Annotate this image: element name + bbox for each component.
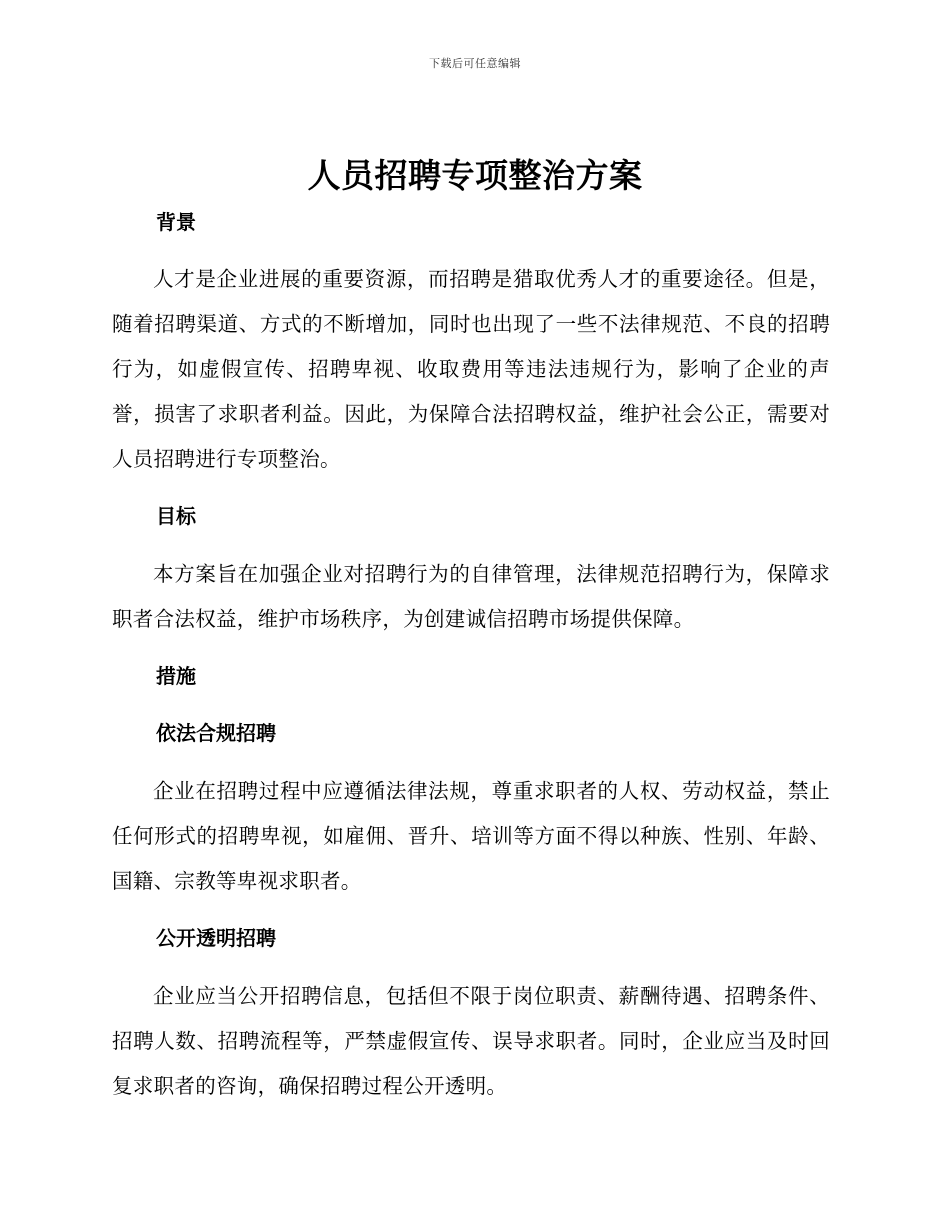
section-paragraph-background: 人才是企业进展的重要资源，而招聘是猎取优秀人才的重要途径。但是，随着招聘渠道、方式的不断增加，同时也出现了一些不法律规范、不良的招聘行为，如虚假宣传、招聘卑视、收取费用等违法违规行为，影响了企业的声誉，损害了求职者利益。因此，为保障合法招聘权益，维护社会公正，需要对人员招聘进行专项整治。 <box>112 267 830 471</box>
section-heading-background: 背景 <box>156 210 196 234</box>
section-paragraph-open-transparent: 企业应当公开招聘信息，包括但不限于岗位职责、薪酬待遇、招聘条件、招聘人数、招聘流程等，严禁虚假宣传、误导求职者。同时，企业应当及时回复求职者的咨询，确保招聘过程公开透明。 <box>112 984 830 1098</box>
section-heading-goal: 目标 <box>156 504 196 528</box>
section-paragraph-legal-compliance: 企业在招聘过程中应遵循法律法规，尊重求职者的人权、劳动权益，禁止任何形式的招聘卑视，如雇佣、晋升、培训等方面不得以种族、性别、年龄、国籍、宗教等卑视求职者。 <box>112 779 830 893</box>
section-heading-measures: 措施 <box>156 664 196 688</box>
section-heading-open-transparent: 公开透明招聘 <box>156 926 276 950</box>
document-title: 人员招聘专项整治方案 <box>307 156 643 195</box>
header-note: 下载后可任意编辑 <box>429 57 521 70</box>
section-heading-legal-compliance: 依法合规招聘 <box>156 721 276 745</box>
section-paragraph-goal: 本方案旨在加强企业对招聘行为的自律管理，法律规范招聘行为，保障求职者合法权益，维护市场秩序，为创建诚信招聘市场提供保障。 <box>112 562 830 631</box>
